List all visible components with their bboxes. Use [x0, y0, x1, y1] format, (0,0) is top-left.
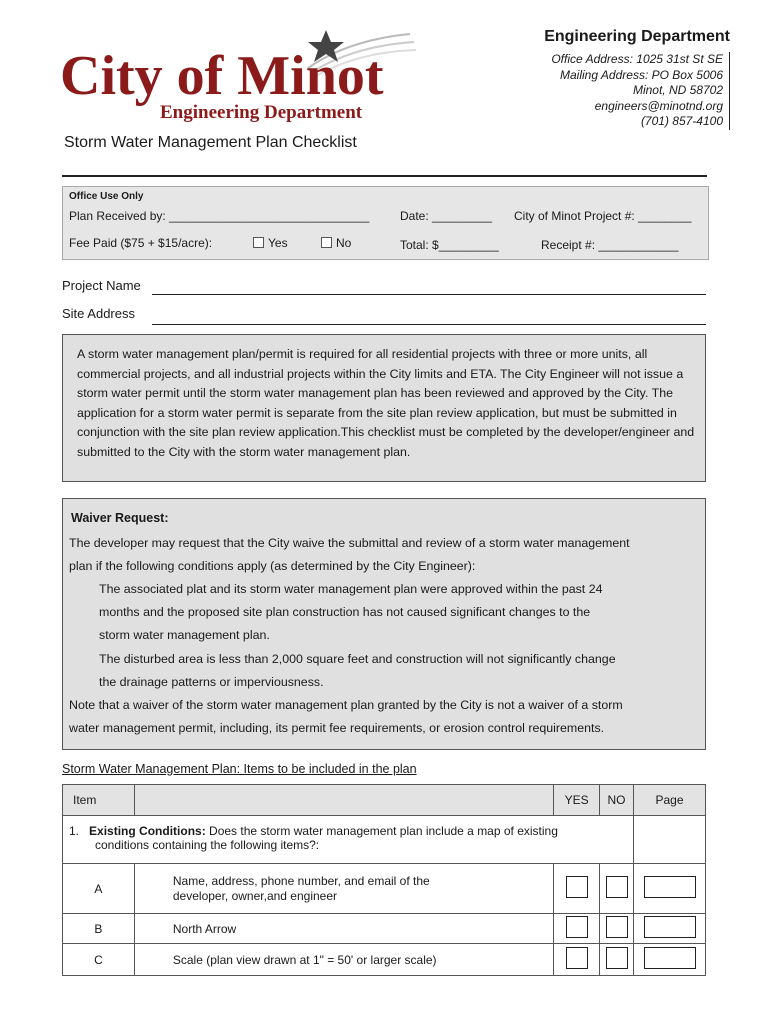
page-input[interactable]: [644, 916, 696, 938]
section-text: Does the storm water management plan include a map of existing: [209, 824, 558, 838]
phone: (701) 857-4100: [640, 114, 723, 128]
yes-cell: [554, 914, 600, 944]
yes-cell: [554, 864, 600, 914]
section-page-cell: [634, 816, 706, 864]
plan-table-caption: Storm Water Management Plan: Items to be included in the plan: [62, 762, 417, 776]
row-letter: A: [63, 864, 135, 914]
header-item: Item: [63, 785, 135, 816]
site-address-input[interactable]: [152, 324, 706, 325]
no-checkbox[interactable]: [606, 947, 628, 969]
page-cell: [634, 944, 706, 976]
section-title: Existing Conditions:: [89, 824, 206, 838]
total-field[interactable]: Total: $_________: [400, 238, 499, 252]
header-page: Page: [634, 785, 706, 816]
yes-checkbox[interactable]: [566, 876, 588, 898]
section-number: 1.: [69, 824, 80, 838]
page-cell: [634, 914, 706, 944]
header-no: NO: [600, 785, 634, 816]
office-use-heading: Office Use Only: [69, 191, 144, 202]
info-text: A storm water management plan/permit is required for all residential projects with three or more units, all commercial projects, and all industrial projects within the City limits and ETA. The City Engineer will not issue a storm water permit until the storm water management plan has been reviewed and approved by the City. The application for a storm water permit is separate from the site plan review application, but must be submitted in conjunction with the site plan review application.This checklist must be completed by the developer/engineer and submitted to the City with the storm water management plan.: [77, 347, 695, 459]
section-existing-conditions: [63, 816, 634, 864]
no-checkbox[interactable]: [606, 876, 628, 898]
waiver-note: water management permit, including, its permit fee requirements, or erosion control requirements.: [69, 721, 605, 735]
table-row: [63, 944, 706, 976]
fee-paid-label: Fee Paid ($75 + $15/acre):: [69, 236, 213, 250]
page-title: Storm Water Management Plan Checklist: [64, 134, 357, 151]
no-cell: [600, 914, 634, 944]
email: engineers@minotnd.org: [594, 98, 723, 113]
table-row: [63, 914, 706, 944]
page-cell: [634, 864, 706, 914]
row-letter: C: [63, 944, 135, 976]
city-state-zip: Minot, ND 58702: [632, 83, 723, 97]
no-cell: [600, 944, 634, 976]
dept-title: Engineering Department: [544, 28, 730, 45]
checkbox-icon[interactable]: [253, 237, 264, 248]
mailing-address: Mailing Address: PO Box 5006: [560, 67, 723, 82]
plan-received-field[interactable]: Plan Received by: ______________________________: [69, 209, 370, 223]
yes-label: Yes: [268, 236, 288, 250]
section-text-cont: conditions containing the following items?:: [95, 838, 320, 852]
waiver-condition: The disturbed area is less than 2,000 square feet and construction will not significantly change: [99, 652, 616, 666]
waiver-condition: months and the proposed site plan construction has not caused significant changes to the: [99, 605, 591, 619]
logo-subtitle: Engineering Department: [160, 102, 363, 123]
yes-checkbox[interactable]: [566, 916, 588, 938]
waiver-title: Waiver Request:: [71, 511, 169, 525]
logo-text: City of Minot: [60, 45, 384, 107]
waiver-condition: storm water management plan.: [99, 628, 270, 642]
row-description: Name, address, phone number, and email of the developer, owner,and engineer: [134, 864, 553, 914]
date-field[interactable]: Date: _________: [400, 209, 493, 223]
waiver-line: The developer may request that the City waive the submittal and review of a storm water management: [69, 536, 630, 550]
header-yes: YES: [554, 785, 600, 816]
no-label: No: [336, 236, 352, 250]
office-use-box: [62, 186, 709, 260]
dept-address: [551, 52, 730, 130]
section-row: [63, 816, 706, 864]
plan-items-table: [62, 784, 706, 976]
waiver-note: Note that a waiver of the storm water management plan granted by the City is not a waiver of a storm: [69, 698, 623, 712]
waiver-line: plan if the following conditions apply (as determined by the City Engineer):: [69, 559, 476, 573]
waiver-box: [62, 498, 706, 750]
waiver-condition: the drainage patterns or imperviousness.: [99, 675, 324, 689]
site-address-label: Site Address: [62, 306, 135, 321]
page-input[interactable]: [644, 947, 696, 969]
waiver-condition: The associated plat and its storm water management plan were approved within the past 24: [99, 582, 603, 596]
no-checkbox[interactable]: [606, 916, 628, 938]
office-address: Office Address: 1025 31st St SE: [551, 52, 723, 66]
page-input[interactable]: [644, 876, 696, 898]
table-header-row: [63, 785, 706, 816]
checkbox-icon[interactable]: [321, 237, 332, 248]
title-divider: [62, 175, 707, 177]
yes-checkbox[interactable]: [566, 947, 588, 969]
receipt-field[interactable]: Receipt #: ____________: [541, 238, 679, 252]
no-cell: [600, 864, 634, 914]
info-box: [62, 334, 706, 482]
row-letter: B: [63, 914, 135, 944]
project-name-input[interactable]: [152, 294, 706, 295]
fee-yes-option[interactable]: [253, 236, 288, 250]
row-description: Scale (plan view drawn at 1" = 50' or larger scale): [134, 944, 553, 976]
table-row: [63, 864, 706, 914]
city-logo: [58, 30, 428, 125]
project-name-label: Project Name: [62, 278, 141, 293]
header-blank: [134, 785, 553, 816]
row-description: North Arrow: [134, 914, 553, 944]
yes-cell: [554, 944, 600, 976]
project-number-field[interactable]: City of Minot Project #: ________: [514, 209, 692, 223]
fee-no-option[interactable]: [321, 236, 351, 250]
